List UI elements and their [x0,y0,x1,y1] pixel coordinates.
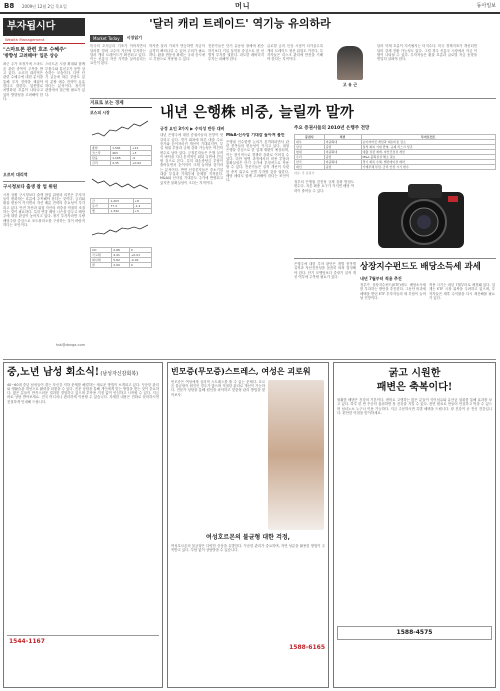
col1-headline: "스마트폰 관련 호조 수혜주" [3,46,67,53]
indicator-table-2: 금 1,203 +8 유가 77.3 -1.2 엔 1,342 +5 [90,198,152,214]
feature-body-5: 달러 약세 흐름이 지속될지는 미지수다. 미국 경제지표가 개선되면 달러 강세 전환 가능성도 있다. 그럴 경우 신흥국 시장에서 자금 이탈이 나타날 수 있다. 투자자들은 환율 흐름과 글로벌 자금 동향을 면밀히 살펴야 한다. [377,44,477,62]
author-photo [337,46,363,80]
main-body-1: 내년 은행주에 대한 증권사들의 전망이 엇갈리고 있다. 경기 회복에 따른 대출 수요 증가와 순이자마진 개선이 기대되지만, 부실 채권 부담과 규제 강화 가능성은 여전히 변수로 남아 있다. 긍정론자들은 은행 실적이 바닥을 지나 본격적인 회복 국면에 진입할 것으로 본다. 특히 대손충당금 부담이 줄어들면서 순이익이 크게 늘어날 것이라는 분석이다. 반면 신중론자들은 중소기업 대출 부실과 가계부채 문제를 지적한다. M&A와 신사업 기대감도 주가에 반영되고 있지만 불확실성이 크다는 지적이다. [160,133,223,185]
ad-mid-model-photo [268,380,324,530]
page-header [0,0,500,14]
col1-body-text: 최근 주가 조정기에 스마트폰 관련 종목이 주목을 받고 있다. 오르미 대리역은 관련 수혜주에 대한 분석을 통해 투자 전략을 세워야 한다고 말한다. 업종별로 차별화된 흐름이 나타나고 있어 방향성을 고려해야 한다. [3,62,43,101]
market-reading-tag: 시장읽기 [126,34,143,40]
author-name: 고 유 근 [342,82,358,88]
ad-right-headline-2: 패변은 축복이다! [376,381,453,393]
main-subhead-2: M&A·신사업 기대감 높아져 불안 [226,133,285,138]
indicator-table: 종합 1,591 +12 코스닥 463 +3 환율 1,165 -4 금리 4.35 +0.02 [90,145,152,166]
column-title: 부자됩시다 [3,18,85,36]
col2-headline: 구시청보다 출생 참 업 위원 [3,184,58,190]
page-number: B8 [4,2,15,10]
ad-mid-subhead: 여성호르몬의 불균형 대한 걱정, [206,533,290,541]
issue-date: 2009년 12월 2일 목요일 [22,4,67,9]
ad-mid-body-2: 여성호르몬의 불균형은 다양한 증상을 유발한다. 꾸준한 관리가 중요하며, 자연 성분을 활용한 방법이 주목받고 있다. 부담 없이 상담받을 수 있습니다. [171,543,325,553]
ad-right [333,362,496,688]
main-body-3: 정부의 은행권 건전성 규제 강화 방침도 변수다. 자본 확충 요구가 커지면 배당 여력이 줄어들 수 있다. [294,180,354,193]
ad-left-headline: 중,노년 남성 회소식! [7,367,100,378]
feature-body-2: 하지만 달러 가치가 반등하면 자금이 급격히 빠져나갈 수 있어 주의가 필요하다. 환율 변동성 확대는 국내 증시에도 부담으로 작용할 수 있다. [149,44,205,62]
col1-subheadline: '방향성 고려해야' 입문 상승 [3,54,59,60]
right-article-headline: 상장지수펀드도 배당소득세 과세 [360,262,481,272]
indicator-label: 지표로 보는 경제 [90,101,152,108]
ad-mid-phone: 1588-6165 [289,643,325,651]
right-article-subhead: 내년 7월부터 적용 추진 [360,276,402,281]
main-article [160,126,290,356]
reporter-email: hsk@donga.com [55,342,85,347]
forecast-table-box: 주요 증권사들의 2010년 은행주 전망 증권사 의견 투자포인트 대우 비중확대 순이자마진 개선과 대손비용 감소 삼성 중립 실적 회복 기대 반영, 규제 리스크 상존 현대 비중확대 대출 성장 재개, 자산건전성 개선 우리 중립 M&A 불확실성 해소 필요 한국 비중확대 경기 회복 수혜, 밸류에이션 매력 대신 중립 가계부채 부담, 금리 인상 시기 변수 자료: 각 증권사 [294,126,496,226]
ad-left [3,362,163,688]
ad-mid-body: 빈모증은 여성에게 심리적 스트레스를 줄 수 있는 문제다. 호르몬 불균형이 원인인 경우가 많으며 적절한 관리로 개선이 가능하다. 전문가 상담을 통해 원인을 파악하고 맞춤형 관리 방법을 찾아보자. [171,379,265,397]
main-body-2: M&A·신사업 기대감 높아져 불안 은행권 인수합병 논의가 본격화되면서 관련 종목들의 변동성이 커지고 있다. 대형 은행을 중심으로 한 업계 재편이 예상되며, 이는 장기적으로 경쟁력 강화로 이어질 수 있다. 다만 합병 과정에서의 비용 부담과 불확실성은 단기 주가에 부정적으로 작용할 수 있다. 전문가들은 실적 개선이 뚜렷한 종목 위주로 선별 투자할 것을 권한다. 배당 매력도 함께 고려해야 한다는 조언이다. [226,133,289,183]
ad-right-headline: 굵고 시원한 [388,368,441,379]
ad-middle [167,362,329,688]
right-body-1: 정부가 상장지수펀드(ETF)에도 배당소득세를 부과하는 방안을 추진한다. 그동안 비과세 혜택을 받던 ETF 투자자들의 세 부담이 늘어날 전망이다. [360,283,426,300]
market-today-tag: Market Today [90,35,123,42]
indicator-table-3: CD 2.86 0 국고채 4.41 +0.01 회사채 5.62 -0.02 콜 2.00 0 [90,247,152,268]
indicator-panel [90,101,152,357]
right-article-body [360,283,496,355]
camera-photo [358,178,496,256]
ad-left-headline-sub: (남성자신감회복) [100,371,139,377]
ad-left-body: 40~60대 중년 남성들이 겪는 자신감 저하 문제를 해결하는 새로운 방법이 소개되고 있다. 꾸준한 관리와 생활습관 개선으로 활력을 되찾을 수 있다. 전문 상담을 통해 개인에게 맞는 방법을 찾는 것이 중요하다. 많은 분들이 만족스러운 결과를 경험하고 있으며 부작용 걱정 없이 안심하고 시작할 수 있다. 지금 바로 상담 받아보세요. 전국 어디서나 편리하게 이용할 수 있습니다. 자세한 내용은 전화로 문의하시면 친절하게 안내해 드립니다. [7,382,159,404]
feature-body-4: 글로벌 금리 인상 시점이 다가올수록 캐리 트레이드 청산 위험도 커진다. 투자자들은 리스크 관리에 만전을 기해야 한다는 지적이다. [267,44,323,62]
byline: 오르미 대리역 [3,172,28,178]
forecast-table: 증권사 의견 투자포인트 대우 비중확대 순이자마진 개선과 대손비용 감소 삼성 중립 실적 회복 기대 반영, 규제 리스크 상존 현대 비중확대 대출 성장 재개, 자산건전성 개선 우리 중립 M&A 불확실성 해소 필요 한국 비중확대 경기 회복 수혜, 밸류에이션 매력 대신 중립 가계부채 부담, 금리 인상 시기 변수 [294,134,496,170]
paper-name: 동아일보 [476,3,496,9]
main-headline: 내년 은행株 비중, 늘릴까 말까 [160,104,354,121]
main-body-4: 은행주에 대한 투자 판단은 개별 종목별 실적과 자산건전성을 꼼꼼히 따져 결정해야 한다. 단기 모멘텀보다 중장기 실적 개선 여부에 주목할 필요가 있다. [294,262,356,279]
kosdaq-chart [90,169,152,197]
ad-left-phone: 1544-1167 [7,635,159,648]
rate-chart [90,217,152,245]
col1-body-text-2: 스마트폰 시장 확대와 함께 부품주와 통신주가 동반 상승하는 모습이다. 다만 단기 급등에 따른 부담도 있어 분할 매수 전략이 유효하다는 분석이다. 장기적 관점에서 접근할 필요가 있다. [45,62,85,97]
camera-illustration [358,178,496,256]
right-body-2: 적용 시기는 내년 7월부터로 예정돼 있다. 업계는 ETF 시장 위축을 우려하고 있으며, 투자자들은 세후 수익률을 다시 계산해볼 필요가 있다. [429,283,495,300]
forecast-table-title: 주요 증권사들의 2010년 은행주 전망 [294,126,370,131]
stock-label: 코스피 시장 [90,110,110,116]
ad-right-phone: 1588-4575 [337,626,492,640]
feature-body-3: 전문가들은 단기 유동성 장세에 편승하기보다 기업 실적을 중심으로 한 선별적 투자를 권한다. 과도한 레버리지 투자는 피해야 한다. [208,44,264,62]
ad-right-body: 원활한 배변은 건강의 기본이다. 변비로 고생하는 많은 분들이 식이섬유와 유산균 섭취를 통해 효과를 보고 있다. 하루 한 번 꾸준히 섭취하면 장 건강을 지킬 수 있다. 천연 원료로 만들어 안심하고 먹을 수 있으며 남녀노소 누구나 이용 가능하다. 지금 주문하시면 특별 혜택을 드립니다. 장 건강이 곧 전신 건강입니다. 편안한 아침을 맞이하세요. [337,398,492,415]
feature-headline: '달러 캐리 트레이드' 역기능 유의하라 [149,17,331,30]
ad-mid-headline: 빈모증(무모증)스트레스, 여성은 괴로워 [171,366,311,376]
kospi-chart [90,115,152,143]
main-subhead-1: 긍정 요인 3가지 ▶ 수익성 반등 대비 [160,126,225,131]
feature-body-1: 미국의 초저금리 기조가 이어지면서 달러를 빌려 고수익 자산에 투자하는 달러 캐리 트레이드가 확산되고 있다. 이는 신흥국 자산 가격을 끌어올리는 요인이 된다. [90,44,146,66]
section-title: 머니 [235,2,251,10]
column-subtitle: Wealth Management [3,36,85,44]
top-feature [90,17,496,97]
col2-body-text: 시장 상황 구시청보다 출생 참업 위원의 의견은 투자자들이 변화하는 흐름에 주목해야 한다는 것이다. 금리와 환율 변동이 커지면서 자산 배분 전략의 중요성이 부각되고 있다. 안전 자산과 위험 자산의 비중을 적절히 조절하는 것이 필요하다. 특히 연말 배당 시즌을 앞두고 배당주에 대한 관심이 높아지고 있다. 장기 투자자라면 우량 배당주를 중심으로 포트폴리오를 구성하는 것이 바람직하다는 조언이다. [3,192,85,227]
author-box [326,44,374,106]
